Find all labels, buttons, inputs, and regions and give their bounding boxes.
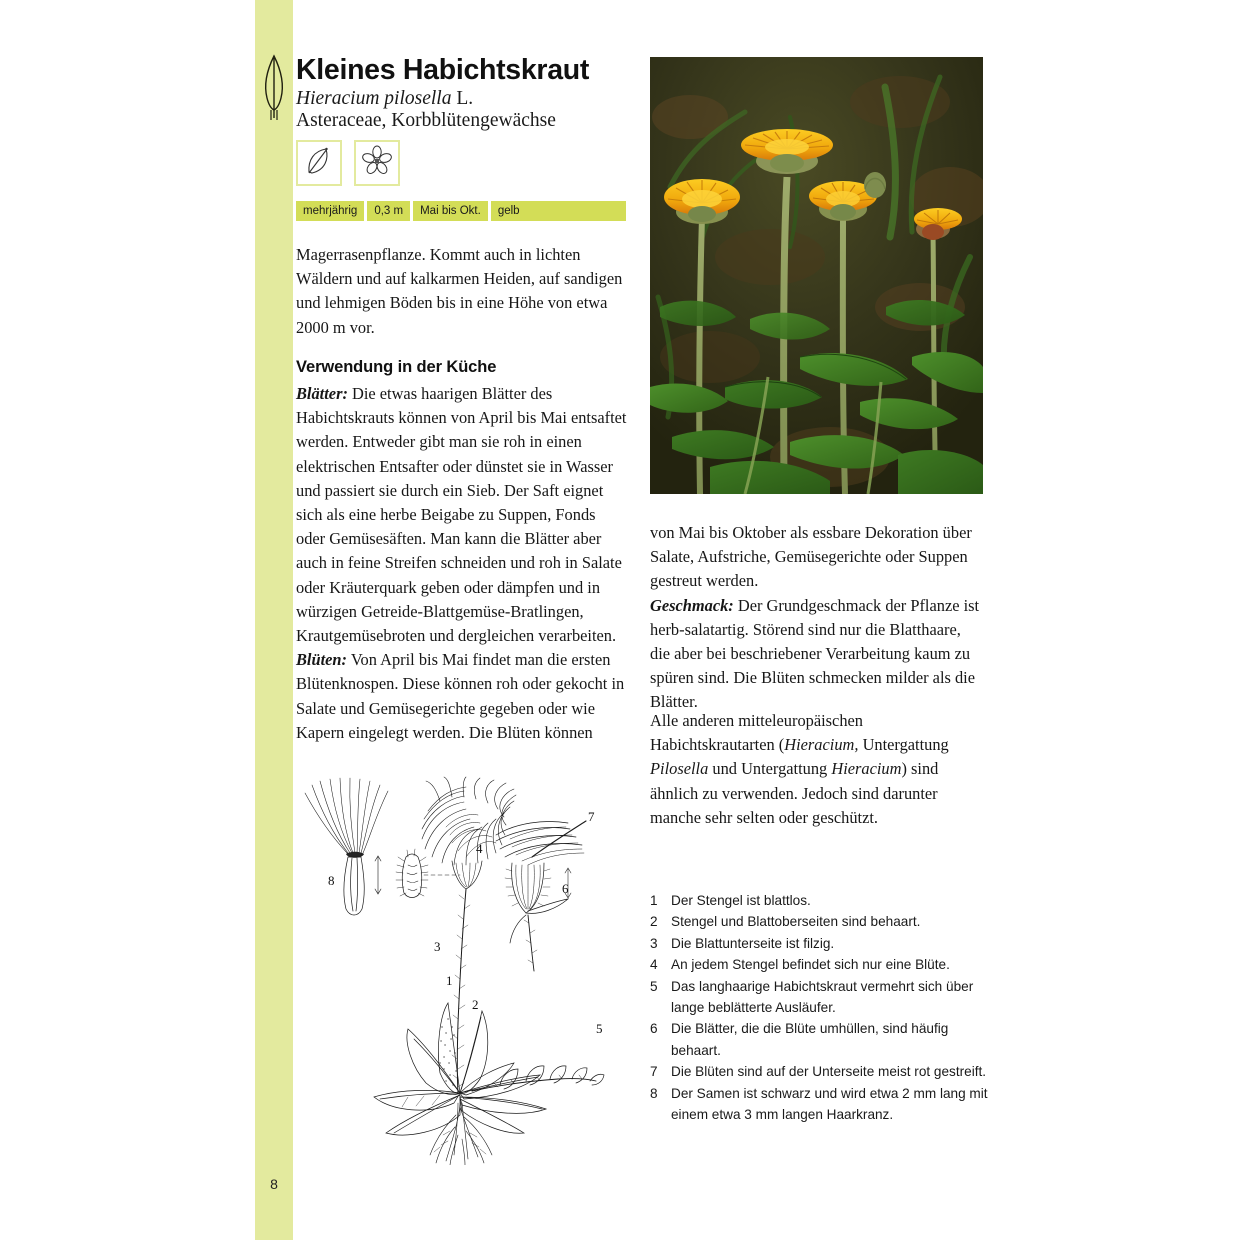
plant-family: Asteraceae, Korbblütengewächse [296,110,556,131]
legend-item [650,933,990,954]
legend-number: 1 [650,893,658,908]
leaf-outline-icon [255,52,293,122]
legend-item [650,1083,990,1126]
legend-number: 4 [650,957,658,973]
right-column-body-related [650,709,982,830]
flower-bud [864,172,886,198]
side-color-strip [255,0,293,1240]
legend-item [650,976,990,1019]
page-title: Kleines Habichtskraut [296,54,590,86]
illustration-legend [650,890,990,1125]
legend-number: 6 [650,1021,658,1037]
flowers-paragraph [296,648,628,745]
illustration-callout-7: 7 [588,809,595,824]
legend-number: 2 [650,914,658,930]
legend-number: 8 [650,1085,658,1101]
legend-text: Das langhaarige Habichtskraut vermehrt sich über lange beblätterte Ausläufer. [671,978,974,1016]
left-column-body [296,382,628,745]
illustration-callout-8: 8 [328,873,335,888]
tag-height: 0,3 m [367,201,413,221]
legend-number: 5 [650,978,658,994]
related-text-d: ) sind ähnlich zu verwenden. Jedoch sind darunter manche sehr selten oder geschützt. [650,759,939,827]
related-subgenus-hieracium: Hieracium [831,759,902,779]
legend-item [650,890,990,911]
attribute-tag-bar [296,201,626,221]
flower-icon [360,144,394,183]
legend-text: Der Stengel ist blattlos. [671,893,811,908]
illustration-detail-stolon [472,1066,604,1091]
intro-text: Magerrasenpflanze. Kommt auch in lichten Wäldern und auf kalkarmen Heiden, auf sandigen und lehmigen Böden bis in eine Höhe von etwa 2000 m vor. [296,245,623,337]
page-number: 8 [270,1176,278,1192]
legend-number: 3 [650,935,658,951]
related-genus: Hieracium, [784,735,859,755]
legend-item [650,954,990,975]
taste-body: Der Grundgeschmack der Pflanze ist herb-salatartig. Störend sind nur die Blatthaare, die aber bei beschriebener Verarbeitung kaum zu spüren sind. Die Blüten schmecken milder als die Blätter. [650,595,980,712]
scientific-name [296,88,473,110]
legend-item [650,1061,990,1082]
related-text-c: und Untergattung [708,759,832,779]
legend-text: An jedem Stengel befindet sich nur eine Blüte. [671,957,950,973]
illustration-detail-hair [396,849,460,898]
leaf-pictogram-box [296,140,342,186]
legend-number: 7 [650,1064,658,1080]
legend-text: Die Blüten sind auf der Unterseite meist rot gestreift. [671,1064,987,1080]
illustration-callout-6: 6 [562,881,569,896]
illustration-detail-section [496,821,586,971]
taste-paragraph [650,594,982,715]
illustration-detail-seed [305,778,388,915]
tag-flower-color: gelb [497,205,520,217]
related-text-a: Alle anderen mitteleuropäischen Habichtskrautarten ( [650,711,863,755]
tag-bloom-period: Mai bis Okt. [413,201,491,221]
leaves-paragraph [296,382,628,648]
flowers-body-part2: von Mai bis Oktober als essbare Dekoration über Salate, Aufstriche, Gemüsegerichte oder Suppen gestreut werden. [650,523,972,591]
scientific-name-italic: Hieracium pilosella [296,88,452,109]
illustration-detail-roots [430,1103,492,1165]
illustration-callout-4: 4 [476,841,483,856]
legend-text: Die Blätter, die die Blüte umhüllen, sind häufig behaart. [671,1021,949,1058]
tag-lifecycle: mehrjährig [296,201,367,221]
illustration-detail-rosette [374,1003,546,1135]
section-heading-kitchen: Verwendung in der Küche [296,358,497,376]
illustration-callout-1: 1 [446,973,453,988]
illustration-callout-2: 2 [472,997,479,1012]
botanical-illustration [300,775,630,1165]
related-text-b: Untergattung [858,735,949,755]
intro-paragraph [296,243,628,340]
legend-text: Stengel und Blattoberseiten sind behaart. [671,914,921,930]
plant-photograph [650,57,983,494]
legend-text: Der Samen ist schwarz und wird etwa 2 mm lang mit einem etwa 3 mm langen Haarkranz. [671,1085,988,1123]
illustration-detail-flowerhead [422,777,516,889]
related-subgenus-pilosella: Pilosella [650,759,709,779]
flower-pictogram-box [354,140,400,186]
leaf-icon [302,144,336,183]
illustration-callout-5: 5 [596,1021,603,1036]
related-species-paragraph [650,709,982,830]
legend-item [650,1018,990,1061]
leaves-body: Die etwas haarigen Blätter des Habichtskrauts können von April bis Mai entsaftet werden. Entweder gibt man sie roh in einen elektrischen Entsafter oder dünstet sie in Wasser und passiert sie durch ein Sieb. Der Saft eignet sich als eine herbe Beigabe zu Suppen, Fonds oder Gemüsesäften. Man kann die Blätter aber auch in feine Streifen schneiden und roh in Salate oder Kräuterquark geben oder dämpfen und in würzigen Getreide-Blattgemüse-Bratlingen, Krautgemüsebroten und dergleichen verarbeiten. [296,384,627,646]
pictogram-row [296,140,400,186]
leaves-runin-label: Blätter: [296,384,348,403]
legend-text: Die Blattunterseite ist filzig. [671,935,835,951]
right-column-body-upper [650,521,982,715]
taste-runin-label: Geschmack: [650,595,734,615]
flowers-body-part1: Von April bis Mai findet man die ersten Blütenknospen. Diese können roh oder gekocht in Salate und Gemüsegerichte gegeben oder wie Kapern eingelegt werden. Die Blüten können [296,650,625,742]
scientific-name-authority: L. [451,88,474,109]
illustration-callout-3b: 3 [434,939,441,954]
legend-item [650,911,990,932]
flowers-runin-label: Blüten: [296,650,348,670]
